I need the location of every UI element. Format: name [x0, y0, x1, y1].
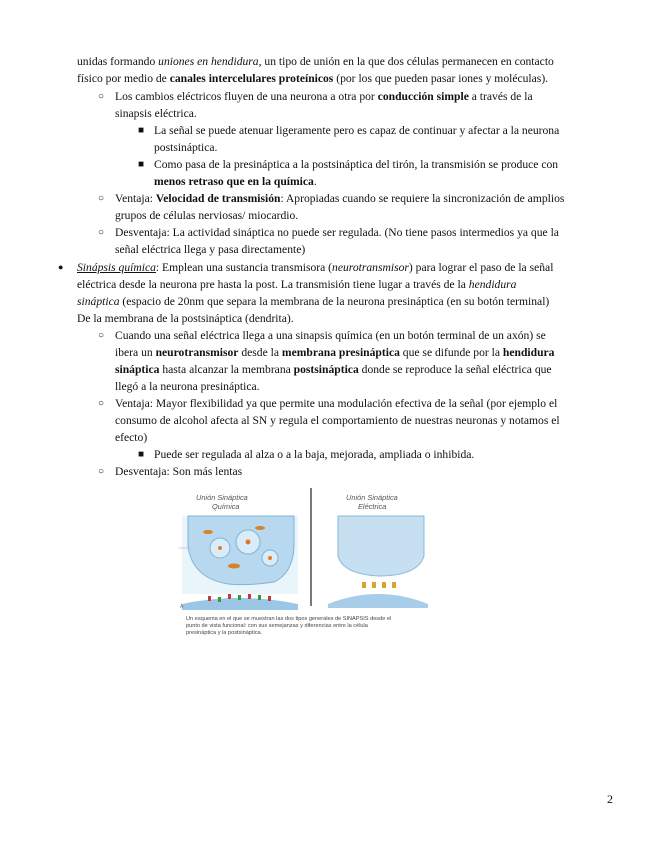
list-item-cont: efecto): [115, 431, 148, 444]
list-item-cont: sináptica hasta alcanzar la membrana postsináptica donde se reproduce la señal eléctrica que: [115, 363, 552, 376]
list-item: Ventaja: Velocidad de transmisión: Apropiadas cuando se requiere la sincronización de amplios: [115, 192, 565, 205]
list-item-cont: sinapsis eléctrica.: [115, 107, 197, 120]
circle-bullet-icon: ○: [98, 227, 105, 238]
list-item-cont: eléctrica desde la neurona pre hasta la post. La transmisión tiene lugar a través de la hendidura: [77, 278, 517, 291]
sub-list-item: La señal se puede atenuar ligeramente pero es capaz de continuar y afectar a la neurona: [154, 124, 560, 137]
fig-panel-letter: A: [180, 604, 184, 610]
chemical-synapse-illustration: [178, 516, 298, 610]
list-item-cont: consumo de alcohol afecta al SN y regula el comportamiento de nuestras neuronas y notamos el: [115, 414, 560, 427]
circle-bullet-icon: ○: [98, 330, 105, 341]
fig-right-title-2: Eléctrica: [358, 502, 387, 511]
sub-list-item-cont: postsináptica.: [154, 141, 218, 154]
fig-left-title-1: Unión Sináptica: [196, 493, 248, 502]
sub-list-item: Puede ser regulada al alza o a la baja, mejorada, ampliada o inhibida.: [154, 448, 475, 461]
fig-right-title-1: Unión Sináptica: [346, 493, 398, 502]
list-item: Sinápsis química: Emplean una sustancia transmisora (neurotransmisor) para lograr el paso de la señal: [77, 261, 554, 274]
figure-caption-line: presináptica y la postsináptica.: [186, 630, 263, 636]
figure-caption-line: Un esquema en el que se muestran las dos tipos generales de SINAPSIS desde el: [186, 616, 392, 622]
sub-list-item: Como pasa de la presináptica a la postsináptica del tirón, la transmisión se produce con: [154, 158, 559, 171]
circle-bullet-icon: ○: [98, 398, 105, 409]
list-item-cont: llegó a la neurona presináptica.: [115, 380, 260, 393]
list-item: Cuando una señal eléctrica llega a una sinapsis química (en un botón terminal de un axón) se: [115, 329, 546, 342]
page-number: 2: [607, 792, 613, 806]
square-bullet-icon: ■: [138, 125, 145, 136]
sub-list-item-cont: menos retraso que en la química.: [154, 175, 317, 188]
list-item-cont: ibera un neurotransmisor desde la membrana presináptica que se difunde por la hendidura: [115, 346, 555, 359]
square-bullet-icon: ■: [138, 449, 145, 460]
square-bullet-icon: ■: [138, 159, 145, 170]
circle-bullet-icon: ○: [98, 466, 105, 477]
list-item: Desventaja: Son más lentas: [115, 465, 243, 478]
disc-bullet-icon: ●: [58, 262, 64, 272]
circle-bullet-icon: ○: [98, 91, 105, 102]
circle-bullet-icon: ○: [98, 193, 105, 204]
list-item-cont: grupos de células nerviosas/ miocardio.: [115, 209, 299, 222]
fig-left-title-2: Química: [212, 502, 240, 511]
list-item-cont: sináptica (espacio de 20nm que separa la membrana de la neurona presináptica (en su botón terminal): [77, 295, 550, 308]
electrical-synapse-illustration: [328, 516, 428, 608]
para-line: físico por medio de canales intercelulares proteínicos (por los que pueden pasar iones y moléculas).: [77, 72, 549, 85]
para-line: unidas formando uniones en hendidura, un tipo de unión en la que dos células permanecen en contacto: [77, 55, 554, 68]
list-item-cont: señal eléctrica llega y pasa directamente): [115, 243, 306, 256]
figure-caption-line: punto de vista funcional: con sus semejanzas y diferencias entre la célula: [186, 623, 368, 629]
list-item: Ventaja: Mayor flexibilidad ya que permite una modulación efectiva de la señal (por ejemplo el: [115, 397, 558, 410]
list-item-cont: De la membrana de la postsináptica (dendrita).: [77, 312, 294, 325]
list-item: Desventaja: La actividad sináptica no puede ser regulada. (No tiene pasos intermedios ya que la: [115, 226, 559, 239]
list-item: Los cambios eléctricos fluyen de una neurona a otra por conducción simple a través de la: [115, 90, 533, 103]
